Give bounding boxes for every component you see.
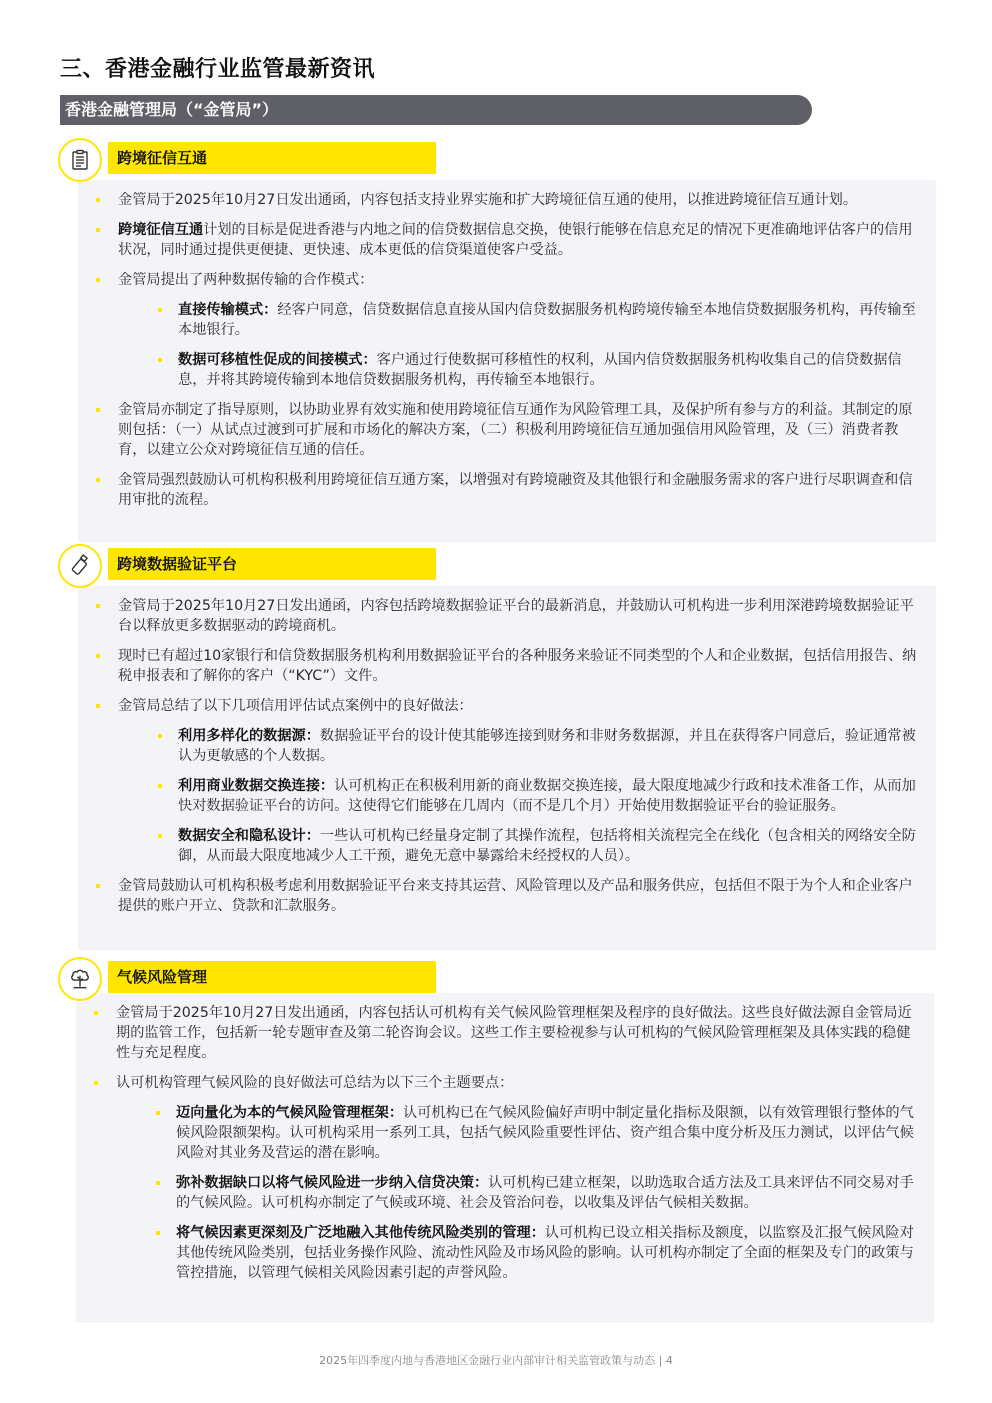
sub-bullet-text: 经客户同意，信贷数据信息直接从国内信贷数据服务机构跨境传输至本地信贷数据服务机构，再传输至本地银行。 — [178, 302, 916, 338]
usb-drive-icon — [58, 544, 102, 588]
list-item — [118, 400, 924, 460]
sub-bullet-bold: 数据安全和隐私设计： — [178, 828, 320, 844]
sub-bullet-bold: 直接传输模式： — [178, 302, 278, 318]
sub-bullet-bold: 迈向量化为本的气候风险管理框架： — [176, 1105, 404, 1121]
topic-title: 跨境数据验证平台 — [108, 548, 436, 580]
tree-icon — [58, 957, 102, 1001]
sub-bullet-bold: 弥补数据缺口以将气候风险进一步纳入信贷决策： — [176, 1175, 489, 1191]
sub-bullet-text: 认可机构已在气候风险偏好声明中制定量化指标及限额，以有效管理银行整体的气候风险限额架构。认可机构采用一系列工具，包括气候风险重要性评估、资产组合集中度分析及压力测试，以评估气候风险对其业务及营运的潜在影响。 — [176, 1105, 914, 1161]
list-item — [118, 596, 924, 636]
bullet-text: 金管局于2025年10月27日发出通函，内容包括支持业界实施和扩大跨境征信互通的使用，以推进跨境征信互通计划。 — [118, 192, 858, 208]
topic-title: 跨境征信互通 — [108, 142, 436, 174]
sub-bullet-text: 认可机构已设立相关指标及额度，以监察及汇报气候风险对其他传统风险类别，包括业务操作风险、流动性风险及市场风险的影响。认可机构亦制定了全面的框架及专门的政策与管控措施，以管理气候相关风险因素引起的声誉风险。 — [176, 1225, 914, 1281]
list-item — [118, 470, 924, 510]
list-item — [116, 1073, 922, 1283]
section-banner: 香港金融管理局（“金管局”） — [60, 95, 812, 125]
topic-header — [58, 138, 438, 182]
bullet-text: 现时已有超过10家银行和信贷数据服务机构利用数据验证平台的各种服务来验证不同类型的个人和企业数据，包括信用报告、纳税申报表和了解你的客户（“KYC”）文件。 — [118, 648, 917, 684]
bullet-bold: 跨境征信互通 — [118, 222, 204, 238]
list-item — [118, 876, 924, 916]
sub-bullet-text: 认可机构已建立框架，以助选取合适方法及工具来评估不同交易对手的气候风险。认可机构亦制定了气候或环境、社会及管治问卷，以收集及评估气候相关数据。 — [176, 1175, 914, 1211]
topic-body — [78, 180, 936, 542]
sub-list-item — [176, 1103, 922, 1163]
sub-list-item — [178, 726, 924, 766]
sub-bullet-text: 数据验证平台的设计使其能够连接到财务和非财务数据源，并且在获得客户同意后，验证通常被认为更敏感的个人数据。 — [178, 728, 916, 764]
bullet-text: 金管局总结了以下几项信用评估试点案例中的良好做法： — [118, 698, 473, 714]
bullet-text: 金管局于2025年10月27日发出通函，内容包括认可机构有关气候风险管理框架及程序的良好做法。这些良好做法源自金管局近期的监管工作，包括新一轮专题审查及第二轮咨询会议。这些工作主要检视参与认可机构的气候风险管理框架及具体实践的稳健性与充足程度。 — [116, 1005, 912, 1061]
sub-list-item — [176, 1173, 922, 1213]
sub-bullet-text: 认可机构正在积极利用新的商业数据交换连接，最大限度地减少行政和技术准备工作，从而加快对数据验证平台的访问。这使得它们能够在几周内（而不是几个月）开始使用数据验证平台的验证服务。 — [178, 778, 916, 814]
sub-list-item — [178, 350, 924, 390]
list-item — [118, 220, 924, 260]
page-title: 三、香港金融行业监管最新资讯 — [60, 57, 376, 82]
bullet-text: 金管局鼓励认可机构积极考虑利用数据验证平台来支持其运营、风险管理以及产品和服务供应，包括但不限于为个人和企业客户提供的账户开立、贷款和汇款服务。 — [118, 878, 913, 914]
bullet-text: 计划的目标是促进香港与内地之间的信贷数据信息交换，使银行能够在信息充足的情况下更准确地评估客户的信用状况，同时通过提供更便捷、更快速、成本更低的信贷渠道使客户受益。 — [118, 222, 913, 258]
topic-body — [78, 586, 936, 950]
page-footer: 2025年四季度内地与香港地区金融行业内部审计相关监管政策与动态 | 4 — [319, 1354, 673, 1367]
list-item — [118, 696, 924, 866]
bullet-text: 金管局亦制定了指导原则，以协助业界有效实施和使用跨境征信互通作为风险管理工具，及保护所有参与方的利益。其制定的原则包括：（一）从试点过渡到可扩展和市场化的解决方案，（二）积极利用跨境征信互通加强信用风险管理，及（三）消费者教育，以建立公众对跨境征信互通的信任。 — [118, 402, 913, 458]
bullet-text: 金管局强烈鼓励认可机构积极利用跨境征信互通方案，以增强对有跨境融资及其他银行和金融服务需求的客户进行尽职调查和信用审批的流程。 — [118, 472, 913, 508]
list-item — [118, 190, 924, 210]
sub-bullet-bold: 数据可移植性促成的间接模式： — [178, 352, 377, 368]
sub-bullet-bold: 利用多样化的数据源： — [178, 728, 320, 744]
sub-bullet-bold: 将气候因素更深刻及广泛地融入其他传统风险类别的管理： — [176, 1225, 545, 1241]
bullet-text: 金管局提出了两种数据传输的合作模式： — [118, 272, 374, 288]
list-item — [118, 270, 924, 390]
sub-bullet-bold: 利用商业数据交换连接： — [178, 778, 335, 794]
bullet-text: 金管局于2025年10月27日发出通函，内容包括跨境数据验证平台的最新消息，并鼓励认可机构进一步利用深港跨境数据验证平台以释放更多数据驱动的跨境商机。 — [118, 598, 914, 634]
sub-list-item — [178, 300, 924, 340]
list-item — [116, 1003, 922, 1063]
sub-bullet-text: 一些认可机构已经量身定制了其操作流程，包括将相关流程完全在线化（包含相关的网络安全防御，从而最大限度地减少人工干预，避免无意中暴露给未经授权的人员）。 — [178, 828, 916, 864]
topic-body — [76, 993, 934, 1323]
topic-title: 气候风险管理 — [108, 961, 436, 993]
sub-bullet-text: 客户通过行使数据可移植性的权利，从国内信贷数据服务机构收集自己的信贷数据信息，并将其跨境传输到本地信贷数据服务机构，再传输至本地银行。 — [178, 352, 902, 388]
sub-list-item — [176, 1223, 922, 1283]
sub-list-item — [178, 776, 924, 816]
list-item — [118, 646, 924, 686]
clipboard-icon — [58, 138, 102, 182]
topic-header — [58, 544, 438, 588]
sub-list-item — [178, 826, 924, 866]
bullet-text: 认可机构管理气候风险的良好做法可总结为以下三个主题要点： — [116, 1075, 514, 1091]
